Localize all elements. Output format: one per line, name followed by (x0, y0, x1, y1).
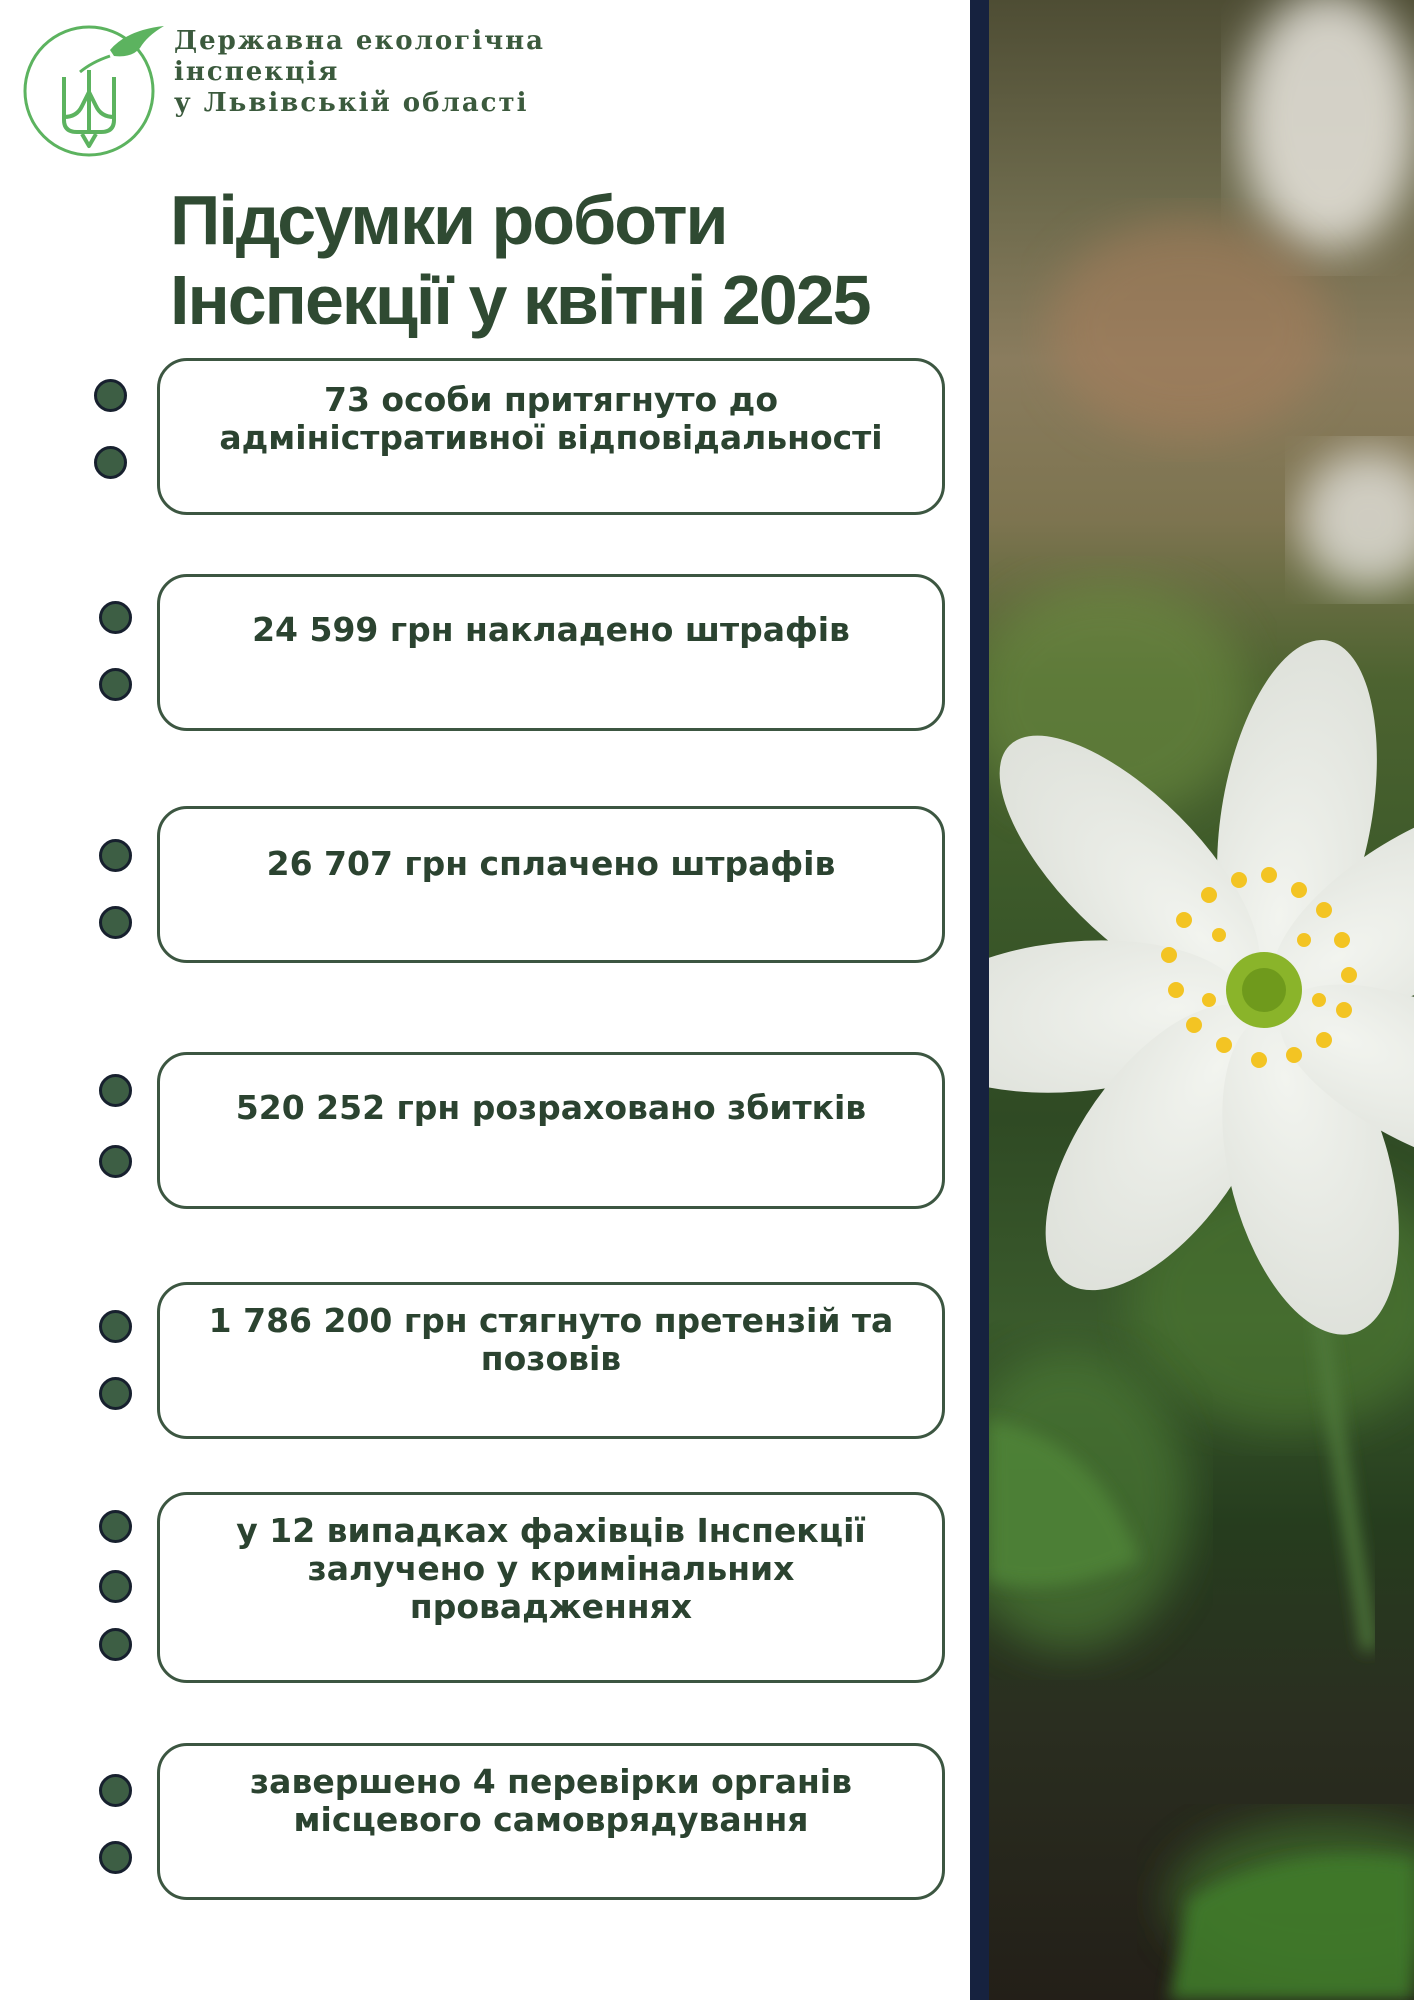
organization-name (174, 26, 545, 119)
stat-card-inspections-completed (157, 1743, 945, 1900)
stat-text: 73 особи притягнуто до адміністративної відповідальності (219, 380, 883, 457)
stat-card-fines-imposed (157, 574, 945, 731)
flower-photo (989, 0, 1414, 2000)
stat-card-fined-persons (157, 358, 945, 515)
trident-emblem-icon (22, 22, 172, 162)
binder-dot (99, 1310, 132, 1343)
stat-card-claims-collected (157, 1282, 945, 1439)
binder-dot (99, 1628, 132, 1661)
inspection-logo (22, 22, 172, 162)
org-name-line: Державна екологічна (174, 26, 545, 56)
stat-card-fines-paid (157, 806, 945, 963)
page-title-line: Інспекції у квітні 2025 (170, 261, 870, 339)
stat-text: 24 599 грн накладено штрафів (252, 610, 850, 649)
stat-text: 1 786 200 грн стягнуто претензій та позовів (208, 1301, 894, 1378)
stat-text: у 12 випадках фахівців Інспекції залучено у кримінальних провадженнях (236, 1511, 866, 1626)
flower-photo-image (989, 0, 1414, 2000)
binder-dot (99, 601, 132, 634)
org-name-line: у Львівській області (174, 88, 529, 118)
binder-dot (99, 1510, 132, 1543)
binder-dot (99, 1377, 132, 1410)
bird-icon (110, 26, 164, 56)
binder-dot (99, 839, 132, 872)
binder-dot (99, 1570, 132, 1603)
binder-dot (94, 446, 127, 479)
stat-text: завершено 4 перевірки органів місцевого самоврядування (250, 1762, 852, 1839)
stat-card-damages-calculated (157, 1052, 945, 1209)
binder-dot (99, 668, 132, 701)
page-title-line: Підсумки роботи (170, 181, 727, 259)
binder-dot (94, 379, 127, 412)
binder-dot (99, 1145, 132, 1178)
org-name-line: інспекція (174, 57, 340, 87)
page-title (170, 180, 870, 340)
stat-text: 520 252 грн розраховано збитків (235, 1088, 867, 1127)
divider-bar (970, 0, 989, 2000)
stat-card-criminal-proceedings (157, 1492, 945, 1683)
binder-dot (99, 1774, 132, 1807)
stat-text: 26 707 грн сплачено штрафів (266, 844, 836, 883)
binder-dot (99, 1841, 132, 1874)
binder-dot (99, 906, 132, 939)
binder-dot (99, 1074, 132, 1107)
